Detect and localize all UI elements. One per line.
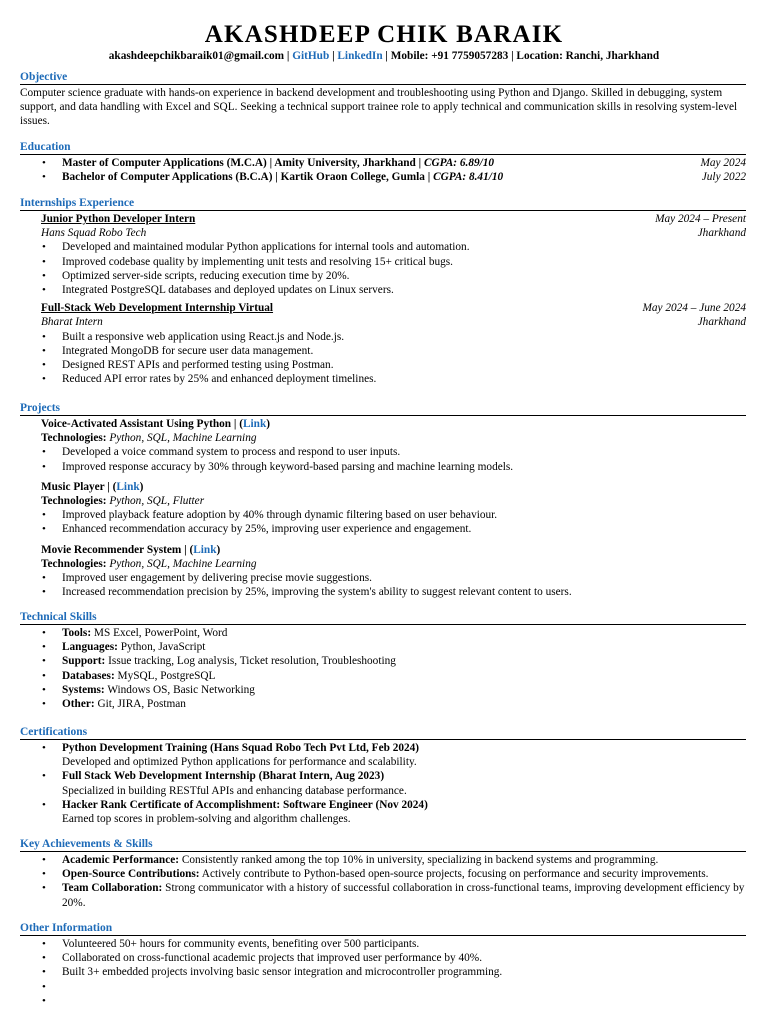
- separator: |: [329, 50, 338, 62]
- list-item: [62, 994, 746, 1008]
- certification-desc: Developed and optimized Python applications for performance and scalability.: [62, 756, 417, 769]
- internships-section: [20, 196, 746, 386]
- skill-label: Languages:: [62, 641, 118, 654]
- section-title: Internships Experience: [20, 196, 746, 211]
- role-title: Full-Stack Web Development Internship Virtual: [41, 302, 274, 315]
- list-item: • Built a responsive web application using React.js and Node.js.: [62, 330, 746, 344]
- degree-text: Master of Computer Applications (M.C.A) | Amity University, Jharkhand |: [62, 157, 424, 169]
- location-text: Location: Ranchi, Jharkhand: [516, 50, 660, 62]
- list-item: • Integrated PostgreSQL databases and deployed updates on Linux servers.: [62, 283, 746, 297]
- section-title: Education: [20, 140, 746, 155]
- list-item: • Improved codebase quality by implementing unit tests and resolving 15+ critical bugs.: [62, 255, 746, 269]
- mobile-text: Mobile: +91 7759057283: [390, 50, 509, 62]
- list-item: [62, 980, 746, 994]
- section-title: Projects: [20, 401, 746, 416]
- skill-item: [62, 654, 746, 668]
- tech-label: Technologies:: [41, 432, 107, 445]
- project-link[interactable]: Link: [193, 543, 217, 556]
- list-item: • Reduced API error rates by 25% and enhanced deployment timelines.: [62, 372, 746, 386]
- skill-item: [62, 640, 746, 654]
- internship-entry: [20, 212, 746, 240]
- skill-value: Issue tracking, Log analysis, Ticket resolution, Troubleshooting: [108, 655, 396, 668]
- tech-text: Python, SQL, Machine Learning: [109, 432, 257, 445]
- project-entry: Voice-Activated Assistant Using Python | (Link) Technologies: Python, SQL, Machine Learning: [41, 418, 270, 445]
- list-item: • Integrated MongoDB for secure user data management.: [62, 344, 746, 358]
- company-name: Hans Squad Robo Tech: [41, 227, 147, 240]
- email-text: akashdeepchikbaraik01@gmail.com: [108, 50, 285, 62]
- achievement-item: [62, 853, 746, 867]
- date-text: July 2022: [701, 171, 746, 184]
- section-title: Key Achievements & Skills: [20, 837, 746, 852]
- objective-section: [20, 70, 746, 128]
- list-item: • Developed and maintained modular Python applications for internal tools and automation.: [62, 240, 746, 254]
- list-item: • Improved response accuracy by 30% through keyword-based parsing and machine learning models.: [62, 460, 746, 474]
- company-name: Bharat Intern: [41, 316, 103, 329]
- certifications-section: [20, 725, 746, 826]
- list-item: • Improved playback feature adoption by 40% through dynamic filtering based on user behaviour.: [62, 508, 746, 522]
- achievement-item: [62, 867, 746, 881]
- skill-value: MySQL, PostgreSQL: [117, 669, 216, 682]
- list-item: • Improved user engagement by delivering precise movie suggestions.: [62, 571, 746, 585]
- list-item: • Optimized server-side scripts, reducing execution time by 20%.: [62, 269, 746, 283]
- separator: |: [508, 50, 517, 62]
- certification-item: [62, 769, 746, 797]
- list-item: • Built 3+ embedded projects involving basic sensor integration and microcontroller programming.: [62, 965, 746, 979]
- certification-name: • Full Stack Web Development Internship (Bharat Intern, Aug 2023): [62, 770, 385, 783]
- skill-label: Other:: [62, 698, 95, 711]
- date-text: May 2024: [700, 157, 746, 169]
- certification-desc: Earned top scores in problem-solving and algorithm challenges.: [62, 813, 351, 826]
- tech-label: Technologies:: [41, 557, 107, 570]
- role-title: Junior Python Developer Intern: [41, 213, 196, 225]
- project-name: Movie Recommender System: [41, 543, 182, 556]
- skill-label: Databases:: [62, 669, 115, 682]
- achievement-item: [62, 881, 746, 909]
- certification-name: • Hacker Rank Certificate of Accomplishment: Software Engineer (Nov 2024): [62, 798, 428, 811]
- degree-text: Bachelor of Computer Applications (B.C.A) | Kartik Oraon College, Gumla |: [62, 171, 434, 184]
- contact-line: [0, 49, 768, 63]
- list-item: • Enhanced recommendation accuracy by 25%, improving user experience and engagement.: [62, 522, 746, 536]
- projects-section: [20, 401, 746, 599]
- cgpa-text: CGPA: 8.41/10: [433, 171, 504, 184]
- certification-desc: Specialized in building RESTful APIs and enhancing database performance.: [62, 784, 407, 797]
- skill-label: Support:: [62, 655, 106, 668]
- project-entry: Music Player | (Link) Technologies: Python, SQL, Flutter: [41, 480, 205, 508]
- skill-label: Tools:: [62, 627, 92, 639]
- skill-item: [62, 626, 746, 640]
- certification-item: [62, 798, 746, 826]
- project-link[interactable]: Link: [242, 418, 267, 430]
- achievement-value: Strong communicator with a history of successful collaboration in cross-functional teams, improving development efficiency by 20%.: [62, 882, 745, 909]
- skill-item: [62, 669, 746, 683]
- tech-text: Python, SQL, Machine Learning: [109, 557, 257, 570]
- tech-label: Technologies:: [41, 495, 107, 508]
- education-item: [62, 156, 746, 170]
- list-item: • Volunteered 50+ hours for community events, benefiting over 500 participants.: [62, 937, 746, 951]
- linkedin-link[interactable]: LinkedIn: [337, 50, 383, 62]
- objective-text: Computer science graduate with hands-on experience in backend development and troubleshooting using Python and Django. Skilled in debugging, system support, and data handling with Excel and SQL. Seeking a technical support trainee role to apply technical and communication skills in resolving system-level issues.: [20, 87, 738, 127]
- location-text: Jharkhand: [697, 227, 746, 240]
- cgpa-text: CGPA: 6.89/10: [423, 157, 495, 169]
- achievement-label: Open-Source Contributions:: [62, 868, 200, 881]
- education-section: [20, 140, 746, 184]
- section-title: Other Information: [20, 921, 746, 936]
- achievement-value: Actively contribute to Python-based open-source projects, focusing on performance and security improvements.: [201, 868, 709, 881]
- internship-entry: [20, 301, 746, 329]
- skill-item: [62, 683, 746, 697]
- achievements-section: [20, 837, 746, 910]
- certification-item: [62, 741, 746, 769]
- separator: |: [284, 50, 293, 62]
- list-item: • Designed REST APIs and performed testing using Postman.: [62, 358, 746, 372]
- project-entry: Movie Recommender System | (Link) Technologies: Python, SQL, Machine Learning: [41, 543, 257, 570]
- section-title: Certifications: [20, 725, 746, 740]
- other-section: [20, 921, 746, 1008]
- achievement-value: Consistently ranked among the top 10% in university, specializing in backend systems and programming.: [181, 854, 659, 866]
- skill-value: Git, JIRA, Postman: [97, 698, 186, 711]
- location-text: Jharkhand: [697, 316, 746, 329]
- skill-item: [62, 697, 746, 711]
- section-title: Technical Skills: [20, 610, 746, 625]
- date-text: May 2024 – June 2024: [642, 302, 746, 315]
- date-text: May 2024 – Present: [655, 213, 746, 225]
- list-item: • Collaborated on cross-functional academic projects that improved user performance by 40%.: [62, 951, 746, 965]
- list-item: • Increased recommendation precision by 25%, improving the system's ability to suggest relevant content to users.: [62, 585, 746, 599]
- list-item: • Developed a voice command system to process and respond to user inputs.: [62, 445, 746, 459]
- skill-value: Windows OS, Basic Networking: [107, 683, 255, 696]
- section-title: Objective: [20, 70, 746, 85]
- project-name: Music Player: [41, 480, 105, 493]
- certification-name: • Python Development Training (Hans Squad Robo Tech Pvt Ltd, Feb 2024): [62, 742, 420, 754]
- tech-text: Python, SQL, Flutter: [109, 495, 205, 508]
- skill-label: Systems:: [62, 683, 105, 696]
- achievement-label: Team Collaboration:: [62, 882, 163, 895]
- skills-section: [20, 610, 746, 711]
- resume-header: [0, 0, 768, 63]
- project-name: Voice-Activated Assistant Using Python: [41, 418, 232, 430]
- skill-value: Python, JavaScript: [120, 641, 206, 654]
- separator: |: [382, 50, 391, 62]
- candidate-name: AKASHDEEP CHIK BARAIK: [204, 21, 564, 48]
- skill-value: MS Excel, PowerPoint, Word: [93, 627, 228, 639]
- github-link[interactable]: GitHub: [292, 50, 330, 62]
- education-item: [62, 170, 746, 184]
- project-link[interactable]: Link: [116, 480, 140, 493]
- achievement-label: Academic Performance:: [62, 854, 179, 866]
